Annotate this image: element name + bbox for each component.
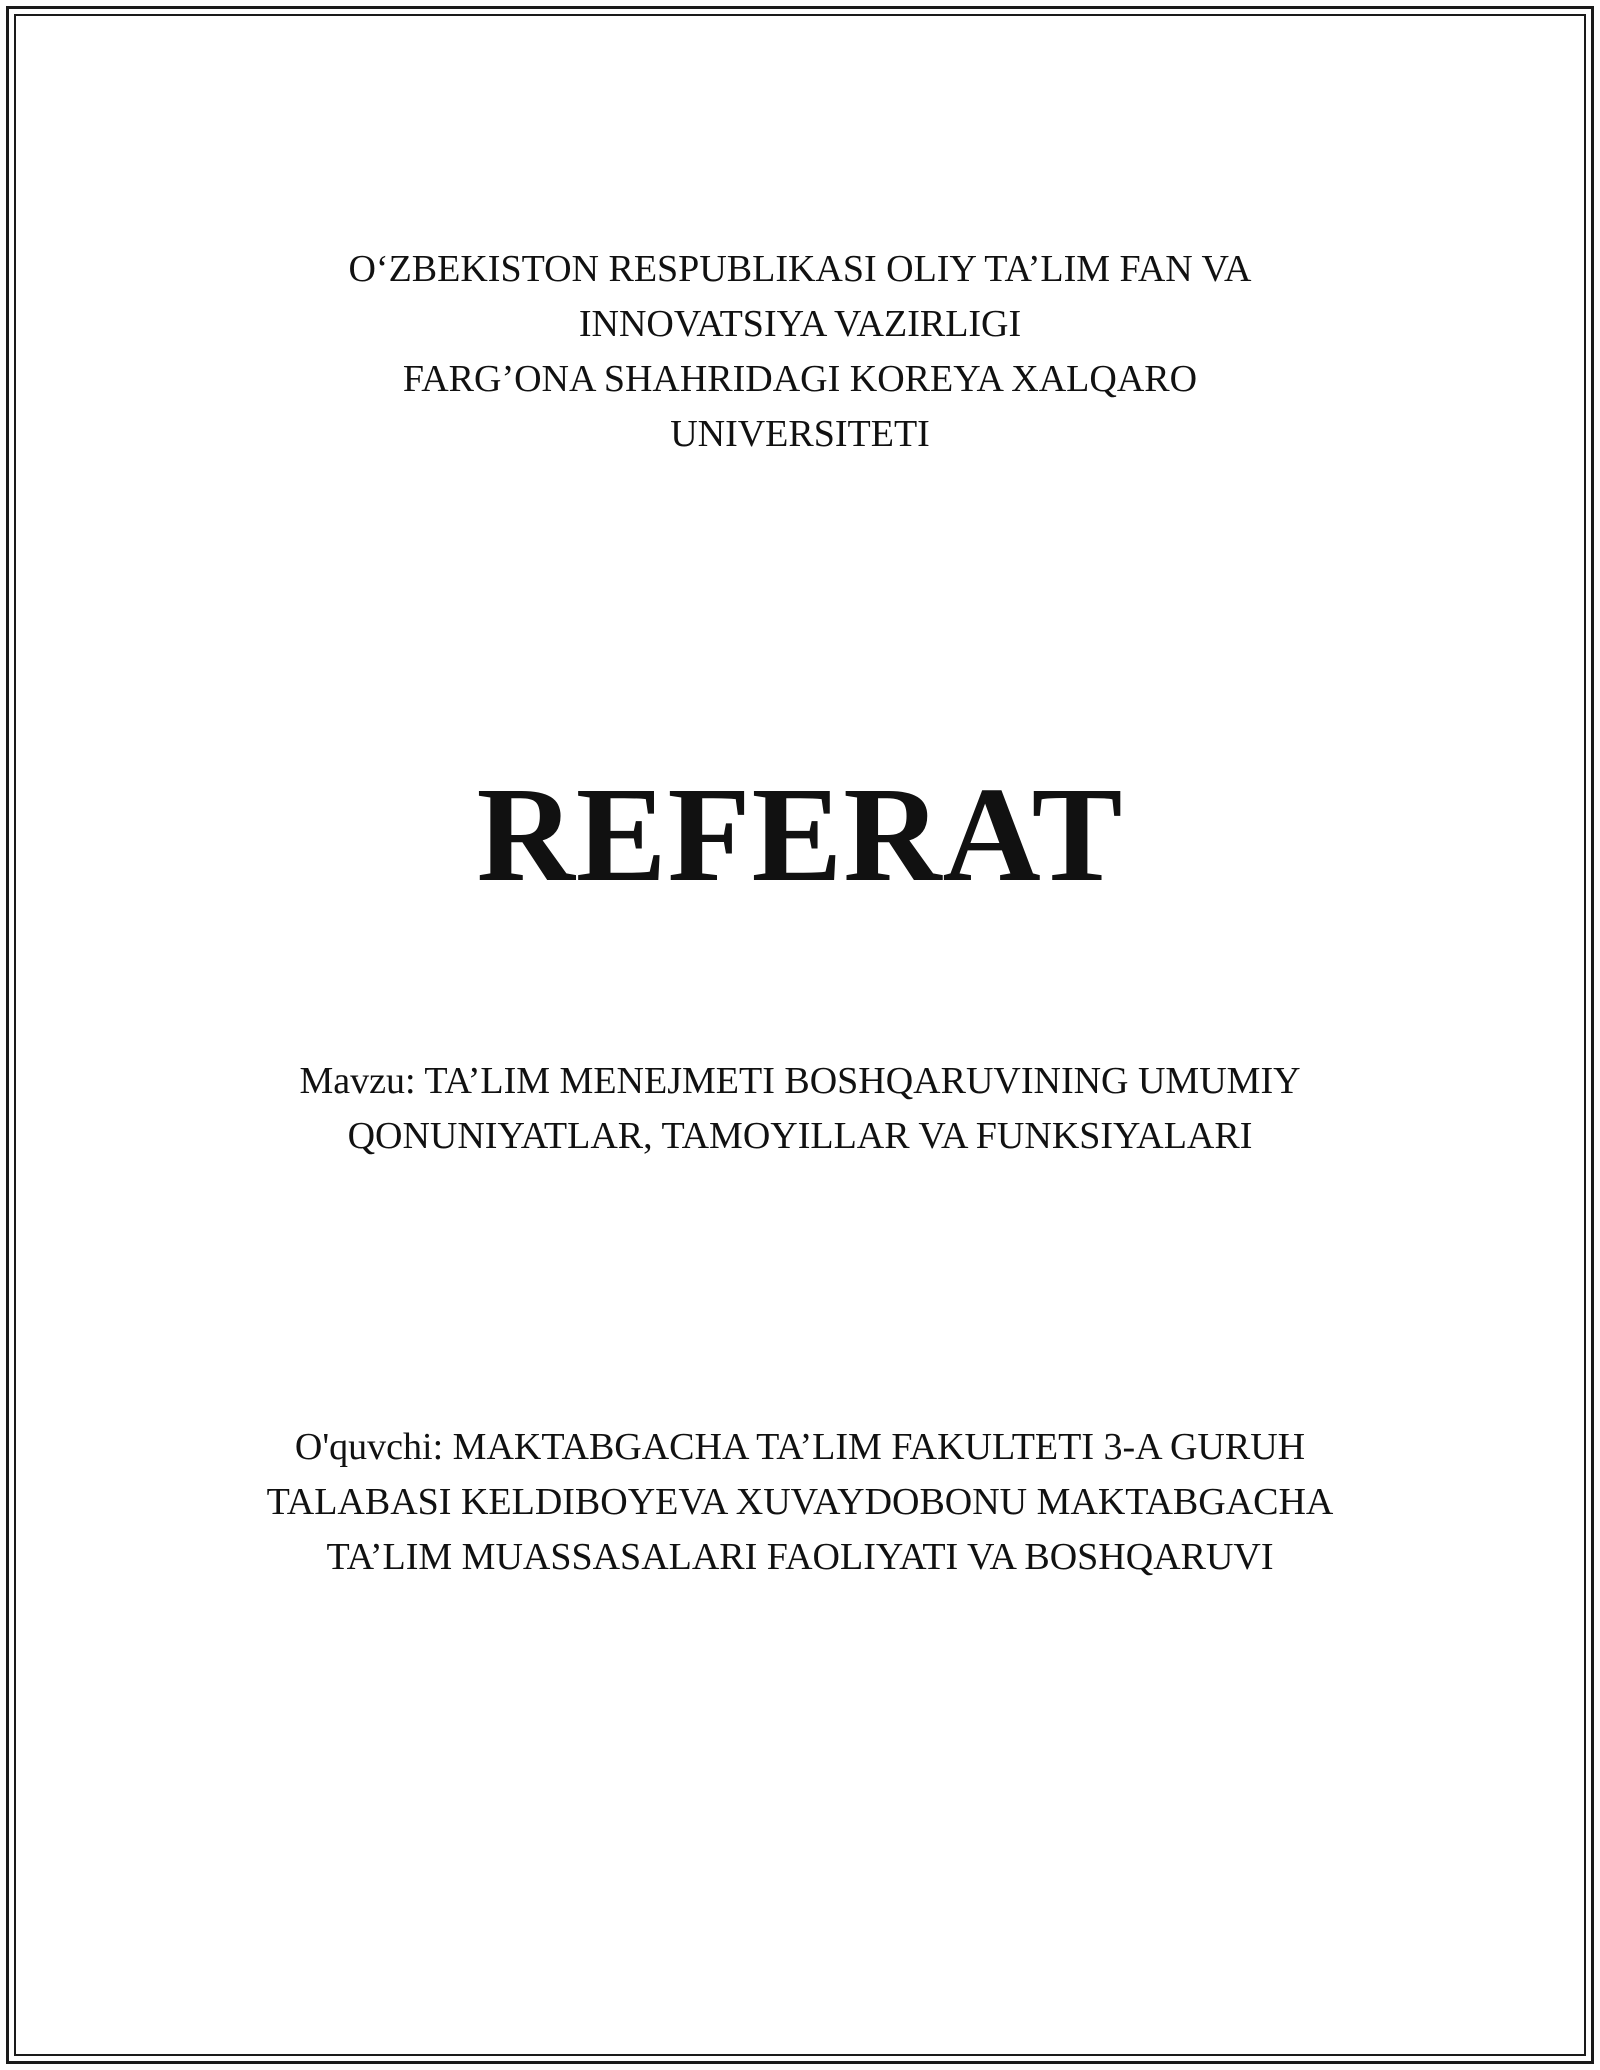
header-line-3: FARG’ONA SHAHRIDAGI KOREYA XALQARO (402, 358, 1198, 400)
topic-line-2: QONUNIYATLAR, TAMOYILLAR VA FUNKSIYALARI (347, 1115, 1253, 1157)
header-line-1: O‘ZBEKISTON RESPUBLIKASI OLIY TA’LIM FAN VA (348, 248, 1252, 290)
student-line-1: O'quvchi: MAKTABGACHA TA’LIM FAKULTETI 3-A GURUH (294, 1426, 1306, 1468)
header-line-2: INNOVATSIYA VAZIRLIGI (578, 303, 1022, 345)
student-block (0, 1420, 1600, 1585)
document-title: REFERAT (476, 760, 1124, 910)
institution-header (0, 242, 1600, 462)
header-line-4: UNIVERSITETI (670, 413, 930, 455)
topic-block (0, 1054, 1600, 1164)
document-title-block (0, 760, 1600, 910)
student-line-3: TA’LIM MUASSASALARI FAOLIYATI VA BOSHQARUVI (326, 1536, 1274, 1578)
student-line-2: TALABASI KELDIBOYEVA XUVAYDOBONU MAKTABGACHA (266, 1481, 1334, 1523)
topic-line-1: Mavzu: TA’LIM MENEJMETI BOSHQARUVINING UMUMIY (299, 1060, 1301, 1102)
